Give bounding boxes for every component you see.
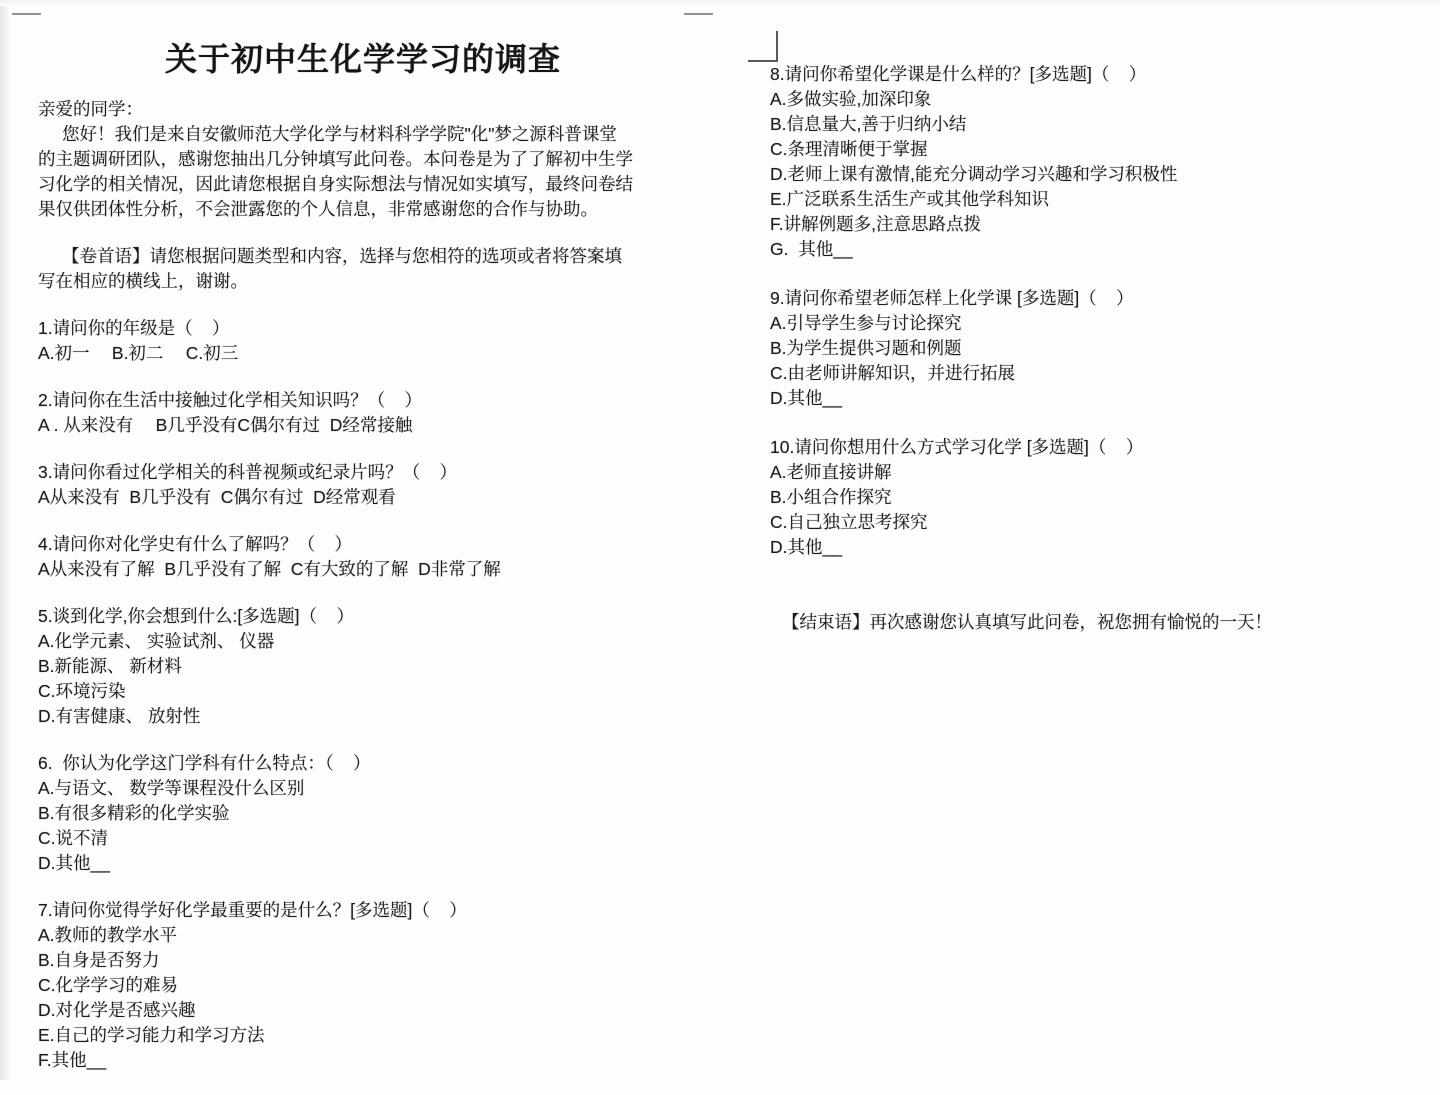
question-option: A从来没有 B几乎没有 C偶尔有过 D经常观看	[38, 487, 396, 507]
text-line: 【卷首语】请您根据问题类型和内容，选择与您相符的选项或者将答案填	[62, 246, 622, 266]
questions-8-10	[770, 62, 1370, 560]
question-block	[38, 388, 708, 438]
question-title: 9.请问你希望老师怎样上化学课 [多选题]（ ）	[770, 288, 1134, 308]
survey-title: 关于初中生化学学习的调查	[164, 41, 561, 77]
question-option: A从来没有了解 B几乎没有了解 C有大致的了解 D非常了解	[38, 559, 501, 579]
text-line: 果仅供团体性分析，不会泄露您的个人信息，非常感谢您的合作与协助。	[38, 199, 598, 219]
question-option: B.自身是否努力	[38, 950, 160, 970]
question-option: C.说不清	[38, 828, 108, 848]
preface-paragraph	[38, 244, 708, 294]
question-title: 8.请问你希望化学课是什么样的？[多选题]（ ）	[770, 64, 1147, 84]
question-option: E.自己的学习能力和学习方法	[38, 1025, 265, 1045]
question-title: 6. 你认为化学这门学科有什么特点：（ ）	[38, 753, 371, 773]
question-option: D.对化学是否感兴趣	[38, 1000, 196, 1020]
scan-left-edge	[0, 0, 10, 1080]
question-option: A.教师的教学水平	[38, 925, 178, 945]
question-option: E.广泛联系生活生产或其他学科知识	[770, 189, 1050, 209]
question-block	[770, 62, 1370, 262]
question-option: F.其他__	[38, 1050, 107, 1070]
text-line: 您好！我们是来自安徽师范大学化学与材料科学学院"化"梦之源科普课堂	[62, 124, 617, 144]
question-option: B.为学生提供习题和例题	[770, 338, 962, 358]
question-block	[770, 435, 1370, 560]
text-line: 写在相应的横线上，谢谢。	[38, 271, 248, 291]
scan-top-edge	[0, 0, 1440, 6]
question-block	[38, 898, 708, 1073]
left-column	[38, 97, 708, 1095]
question-option: D.其他__	[770, 388, 842, 408]
question-option: F.讲解例题多,注意思路点拨	[770, 214, 981, 234]
question-option: B.新能源、 新材料	[38, 656, 182, 676]
question-option: C.自己独立思考探究	[770, 512, 928, 532]
question-block	[770, 286, 1370, 411]
question-option: B.小组合作探究	[770, 487, 892, 507]
questions-1-7	[38, 316, 708, 1073]
question-option: B.有很多精彩的化学实验	[38, 803, 230, 823]
question-title: 4.请问你对化学史有什么了解吗？（ ）	[38, 534, 353, 554]
right-column	[770, 62, 1370, 635]
question-option: B.信息量大,善于归纳小结	[770, 114, 967, 134]
intro-paragraph	[38, 122, 708, 222]
salutation: 亲爱的同学：	[38, 99, 143, 119]
question-option: A.化学元素、 实验试剂、 仪器	[38, 631, 275, 651]
crop-mark-top-right	[684, 13, 713, 15]
question-block	[38, 604, 708, 729]
question-option: A.老师直接讲解	[770, 462, 892, 482]
question-option: D.老师上课有激情,能充分调动学习兴趣和学习积极性	[770, 164, 1178, 184]
question-option: D.有害健康、 放射性	[38, 706, 201, 726]
question-title: 10.请问你想用什么方式学习化学 [多选题]（ ）	[770, 437, 1144, 457]
question-option: C.条理清晰便于掌握	[770, 139, 928, 159]
question-option: A.引导学生参与讨论探究	[770, 313, 962, 333]
question-option: A . 从来没有 B几乎没有C偶尔有过 D经常接触	[38, 415, 413, 435]
question-title: 3.请问你看过化学相关的科普视频或纪录片吗？（ ）	[38, 462, 458, 482]
page-corner-mark	[748, 31, 778, 62]
question-block	[38, 460, 708, 510]
question-block	[38, 532, 708, 582]
question-title: 1.请问你的年级是（ ）	[38, 318, 230, 338]
question-option: D.其他__	[770, 537, 842, 557]
question-option: C.由老师讲解知识，并进行拓展	[770, 363, 1015, 383]
crop-mark-top-left	[12, 13, 41, 15]
question-option: C.环境污染	[38, 681, 126, 701]
intro-block	[38, 97, 708, 222]
text-line: 的主题调研团队，感谢您抽出几分钟填写此问卷。本问卷是为了了解初中生学	[38, 149, 633, 169]
question-block	[38, 751, 708, 876]
question-block	[38, 316, 708, 366]
closing-note: 【结束语】再次感谢您认真填写此问卷，祝您拥有愉悦的一天！	[782, 612, 1272, 632]
text-line: 习化学的相关情况，因此请您根据自身实际想法与情况如实填写，最终问卷结	[38, 174, 633, 194]
question-option: C.化学学习的难易	[38, 975, 178, 995]
question-option: A.初一 B.初二 C.初三	[38, 343, 239, 363]
question-title: 2.请问你在生活中接触过化学相关知识吗？（ ）	[38, 390, 423, 410]
question-option: D.其他__	[38, 853, 110, 873]
question-option: G. 其他__	[770, 239, 853, 259]
question-title: 7.请问你觉得学好化学最重要的是什么？[多选题]（ ）	[38, 900, 467, 920]
question-option: A.多做实验,加深印象	[770, 89, 932, 109]
question-title: 5.谈到化学,你会想到什么:[多选题]（ ）	[38, 606, 354, 626]
question-option: A.与语文、 数学等课程没什么区别	[38, 778, 305, 798]
